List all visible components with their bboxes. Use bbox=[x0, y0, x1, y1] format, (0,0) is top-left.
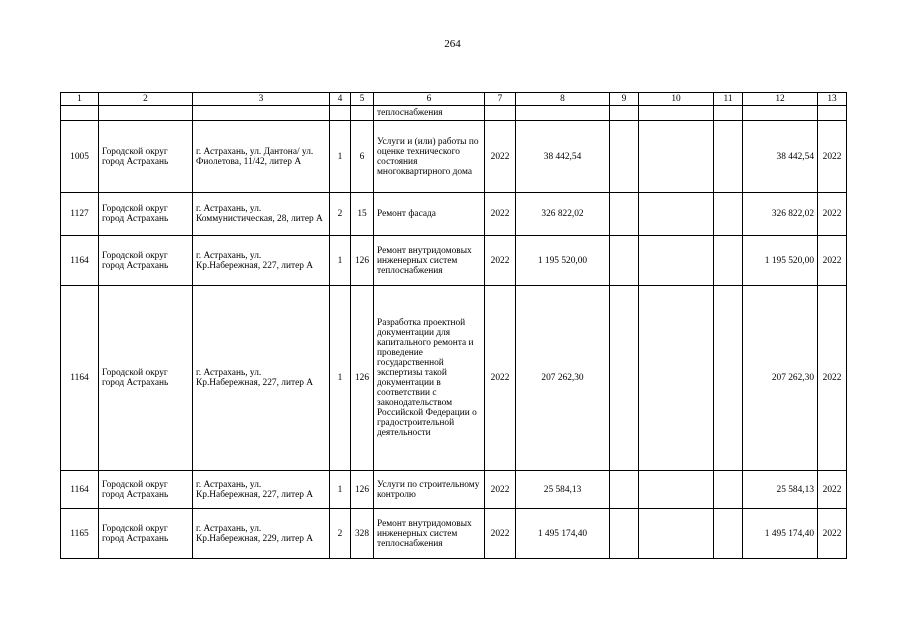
header-cell: 5 bbox=[351, 93, 374, 106]
col13-cell: 2022 bbox=[818, 471, 847, 509]
col12-cell: 38 442,54 bbox=[743, 121, 818, 193]
col11-cell bbox=[714, 193, 743, 236]
address-cell: г. Астрахань, ул. Кр.Набережная, 227, литер А bbox=[193, 286, 330, 471]
continuation-row bbox=[61, 106, 847, 121]
col12-cell: 1 195 520,00 bbox=[743, 236, 818, 286]
work-type-cell: Услуги и (или) работы по оценке технического состояния многоквартирного дома bbox=[374, 121, 485, 193]
year-cell: 2022 bbox=[485, 286, 516, 471]
col5-cell: 328 bbox=[351, 509, 374, 559]
col11-cell bbox=[714, 121, 743, 193]
address-cell: г. Астрахань, ул. Кр.Набережная, 227, литер А bbox=[193, 471, 330, 509]
col9-cell bbox=[610, 509, 639, 559]
work-type-cell: Разработка проектной документации для капитального ремонта и проведение государственной экспертизы такой документации в соответствии с законодательством Российской Федерации о градостроительной деятельности bbox=[374, 286, 485, 471]
total-cost-cell: 326 822,02 bbox=[516, 193, 610, 236]
table-row bbox=[61, 509, 847, 559]
col9-cell bbox=[610, 193, 639, 236]
row-number: 1164 bbox=[61, 471, 99, 509]
header-cell: 12 bbox=[743, 93, 818, 106]
work-type-cell: Ремонт внутридомовых инженерных систем теплоснабжения bbox=[374, 236, 485, 286]
col10-cell bbox=[639, 121, 714, 193]
address-cell: г. Астрахань, ул. Кр.Набережная, 229, литер А bbox=[193, 509, 330, 559]
total-cost-cell: 207 262,30 bbox=[516, 286, 610, 471]
continuation-work-cell: теплоснабжения bbox=[374, 106, 485, 121]
municipality-cell: Городской округ город Астрахань bbox=[99, 236, 193, 286]
col11-cell bbox=[714, 286, 743, 471]
municipality-cell: Городской округ город Астрахань bbox=[99, 286, 193, 471]
header-cell: 9 bbox=[610, 93, 639, 106]
col10-cell bbox=[639, 509, 714, 559]
header-cell: 2 bbox=[99, 93, 193, 106]
address-cell: г. Астрахань, ул. Дантона/ ул. Фиолетова, 11/42, литер А bbox=[193, 121, 330, 193]
col10-cell bbox=[639, 286, 714, 471]
col10-cell bbox=[639, 471, 714, 509]
header-cell: 11 bbox=[714, 93, 743, 106]
header-cell: 4 bbox=[330, 93, 351, 106]
municipality-cell: Городской округ город Астрахань bbox=[99, 509, 193, 559]
municipality-cell: Городской округ город Астрахань bbox=[99, 471, 193, 509]
col13-cell: 2022 bbox=[818, 121, 847, 193]
col9-cell bbox=[610, 471, 639, 509]
col13-cell: 2022 bbox=[818, 193, 847, 236]
total-cost-cell: 1 195 520,00 bbox=[516, 236, 610, 286]
header-cell: 8 bbox=[516, 93, 610, 106]
col11-cell bbox=[714, 236, 743, 286]
work-type-cell: Ремонт внутридомовых инженерных систем теплоснабжения bbox=[374, 509, 485, 559]
col12-cell: 25 584,13 bbox=[743, 471, 818, 509]
col5-cell: 126 bbox=[351, 471, 374, 509]
col5-cell: 6 bbox=[351, 121, 374, 193]
year-cell: 2022 bbox=[485, 509, 516, 559]
total-cost-cell: 25 584,13 bbox=[516, 471, 610, 509]
row-number: 1164 bbox=[61, 286, 99, 471]
year-cell: 2022 bbox=[485, 193, 516, 236]
total-cost-cell: 38 442,54 bbox=[516, 121, 610, 193]
col4-cell: 1 bbox=[330, 471, 351, 509]
capital-repair-table bbox=[60, 92, 847, 559]
row-number: 1005 bbox=[61, 121, 99, 193]
table-row bbox=[61, 471, 847, 509]
header-cell: 7 bbox=[485, 93, 516, 106]
table-row bbox=[61, 193, 847, 236]
header-cell: 1 bbox=[61, 93, 99, 106]
col13-cell: 2022 bbox=[818, 236, 847, 286]
table-row bbox=[61, 121, 847, 193]
col12-cell: 1 495 174,40 bbox=[743, 509, 818, 559]
year-cell: 2022 bbox=[485, 471, 516, 509]
year-cell: 2022 bbox=[485, 121, 516, 193]
col10-cell bbox=[639, 236, 714, 286]
col5-cell: 15 bbox=[351, 193, 374, 236]
header-row bbox=[61, 93, 847, 106]
header-cell: 10 bbox=[639, 93, 714, 106]
col13-cell: 2022 bbox=[818, 286, 847, 471]
municipality-cell: Городской округ город Астрахань bbox=[99, 121, 193, 193]
address-cell: г. Астрахань, ул. Кр.Набережная, 227, литер А bbox=[193, 236, 330, 286]
header-cell: 13 bbox=[818, 93, 847, 106]
col11-cell bbox=[714, 509, 743, 559]
row-number: 1127 bbox=[61, 193, 99, 236]
col4-cell: 2 bbox=[330, 193, 351, 236]
table-row bbox=[61, 286, 847, 471]
table-row bbox=[61, 236, 847, 286]
col4-cell: 1 bbox=[330, 286, 351, 471]
header-cell: 3 bbox=[193, 93, 330, 106]
col4-cell: 1 bbox=[330, 121, 351, 193]
col9-cell bbox=[610, 121, 639, 193]
col12-cell: 326 822,02 bbox=[743, 193, 818, 236]
municipality-cell: Городской округ город Астрахань bbox=[99, 193, 193, 236]
header-cell: 6 bbox=[374, 93, 485, 106]
col13-cell: 2022 bbox=[818, 509, 847, 559]
address-cell: г. Астрахань, ул. Коммунистическая, 28, литер А bbox=[193, 193, 330, 236]
col9-cell bbox=[610, 236, 639, 286]
page-number: 264 bbox=[444, 38, 461, 50]
work-type-cell: Услуги по строительному контролю bbox=[374, 471, 485, 509]
col11-cell bbox=[714, 471, 743, 509]
work-type-cell: Ремонт фасада bbox=[374, 193, 485, 236]
col12-cell: 207 262,30 bbox=[743, 286, 818, 471]
col4-cell: 2 bbox=[330, 509, 351, 559]
col9-cell bbox=[610, 286, 639, 471]
row-number: 1165 bbox=[61, 509, 99, 559]
col5-cell: 126 bbox=[351, 286, 374, 471]
year-cell: 2022 bbox=[485, 236, 516, 286]
col10-cell bbox=[639, 193, 714, 236]
total-cost-cell: 1 495 174,40 bbox=[516, 509, 610, 559]
row-number: 1164 bbox=[61, 236, 99, 286]
col5-cell: 126 bbox=[351, 236, 374, 286]
col4-cell: 1 bbox=[330, 236, 351, 286]
